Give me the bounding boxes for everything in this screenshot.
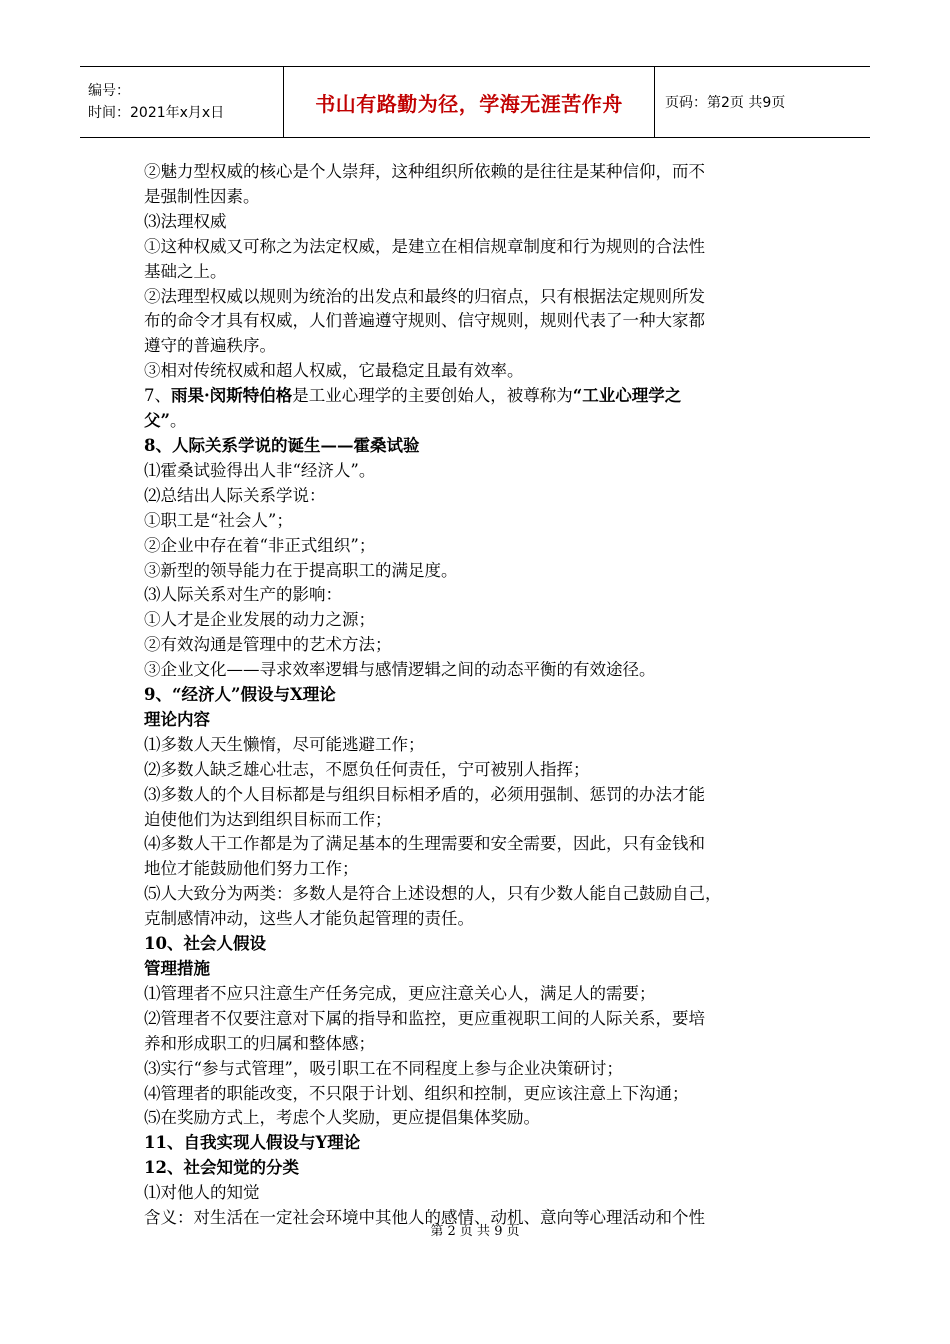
item-7-prefix: 7、: [144, 386, 171, 406]
text-line: 布的命令才具有权威，人们普遍遵守规则、信守规则，规则代表了一种大家都: [144, 311, 705, 331]
text-line: ⑴管理者不应只注意生产任务完成，更应注意关心人，满足人的需要；: [144, 983, 656, 1003]
text-line: ⑴霍桑试验得出人非“经济人”。: [144, 460, 376, 480]
subsection-heading: 管理措施: [144, 959, 210, 978]
text-line: ③企业文化——寻求效率逻辑与感情逻辑之间的动态平衡的有效途径。: [144, 660, 656, 680]
text-line: ⑵总结出人际关系学说：: [144, 485, 326, 505]
text-line: ⑸在奖励方式上，考虑个人奖励，更应提倡集体奖励。: [144, 1108, 540, 1128]
section-heading: 10、社会人假设: [144, 934, 266, 954]
text-line: ⑵多数人缺乏雄心壮志，不愿负任何责任，宁可被别人指挥；: [144, 759, 590, 779]
text-line: ①这种权威又可称之为法定权威，是建立在相信规章制度和行为规则的合法性: [144, 236, 705, 256]
header-date: 时间：2021年x月x日: [88, 105, 225, 121]
text-line: ③新型的领导能力在于提高职工的满足度。: [144, 560, 458, 580]
header-meta: [80, 67, 283, 137]
header-motto-cell: [283, 67, 655, 137]
text-line: ⑵管理者不仅要注意对下属的指导和监控，更应重视职工间的人际关系，要培: [144, 1008, 705, 1028]
item-7-title: “工业心理学之: [572, 386, 682, 406]
document-body: [144, 160, 819, 1231]
header-page-info-cell: [655, 67, 870, 137]
text-line: 克制感情冲动，这些人才能负起管理的责任。: [144, 909, 474, 929]
section-heading: 9、“经济人”假设与X理论: [144, 685, 336, 705]
text-line: ⑷管理者的职能改变，不只限于计划、组织和控制，更应该注意上下沟通；: [144, 1083, 689, 1103]
text-line: ②魅力型权威的核心是个人崇拜，这种组织所依赖的是往往是某种信仰，而不: [144, 162, 705, 181]
text-line: 养和形成职工的归属和整体感；: [144, 1033, 375, 1053]
page-header: [80, 66, 870, 138]
item-7-name: 雨果·闵斯特伯格: [171, 386, 293, 406]
text-line: 迫使他们为达到组织目标而工作；: [144, 809, 392, 829]
section-heading: 8、人际关系学说的诞生——霍桑试验: [144, 435, 420, 455]
text-line: ①职工是“社会人”；: [144, 510, 293, 530]
item-7-line: [144, 384, 819, 409]
text-line: ②企业中存在着“非正式组织”；: [144, 535, 376, 555]
text-line: 含义：对生活在一定社会环境中其他人的感情、动机、意向等心理活动和个性: [144, 1208, 705, 1228]
header-motto: 书山有路勤为径，学海无涯苦作舟: [315, 91, 623, 116]
header-page-info: 页码：第2页 共9页: [665, 95, 786, 111]
item-7-line-2: [144, 409, 819, 434]
text-line: ②法理型权威以规则为统治的出发点和最终的归宿点，只有根据法定规则所发: [144, 286, 705, 306]
item-7-end: 。: [170, 411, 187, 431]
text-line: ⑴对他人的知觉: [144, 1183, 260, 1203]
text-line: ⑶多数人的个人目标都是与组织目标相矛盾的，必须用强制、惩罚的办法才能: [144, 784, 705, 804]
subsection-heading: 理论内容: [144, 709, 210, 729]
text-line: 是强制性因素。: [144, 186, 260, 206]
text-line: ⑶人际关系对生产的影响：: [144, 585, 342, 605]
text-line: 遵守的普遍秩序。: [144, 336, 276, 356]
text-line: ⑶法理权威: [144, 211, 227, 231]
page-footer: 第 2 页 共 9 页: [430, 1224, 520, 1239]
text-line: ⑷多数人干工作都是为了满足基本的生理需要和安全需要，因此，只有金钱和: [144, 834, 705, 854]
item-7-middle: 是工业心理学的主要创始人，被尊称为: [292, 386, 573, 406]
text-line: ⑶实行“参与式管理”，吸引职工在不同程度上参与企业决策研讨；: [144, 1058, 623, 1078]
item-7-title-end: 父”: [144, 411, 170, 431]
text-line: ①人才是企业发展的动力之源；: [144, 610, 375, 630]
text-line: ⑸人大致分为两类：多数人是符合上述设想的人，只有少数人能自己鼓励自己，: [144, 884, 722, 904]
header-number-label: 编号：: [88, 83, 130, 99]
text-line: 地位才能鼓励他们努力工作；: [144, 859, 359, 879]
text-line: 基础之上。: [144, 261, 227, 281]
section-heading: 11、自我实现人假设与Y理论: [144, 1133, 361, 1153]
text-line: ③相对传统权威和超人权威，它最稳定且最有效率。: [144, 361, 524, 381]
text-line: ⑴多数人天生懒惰，尽可能逃避工作；: [144, 734, 425, 754]
text-line: ②有效沟通是管理中的艺术方法；: [144, 635, 392, 655]
section-heading: 12、社会知觉的分类: [144, 1158, 299, 1178]
